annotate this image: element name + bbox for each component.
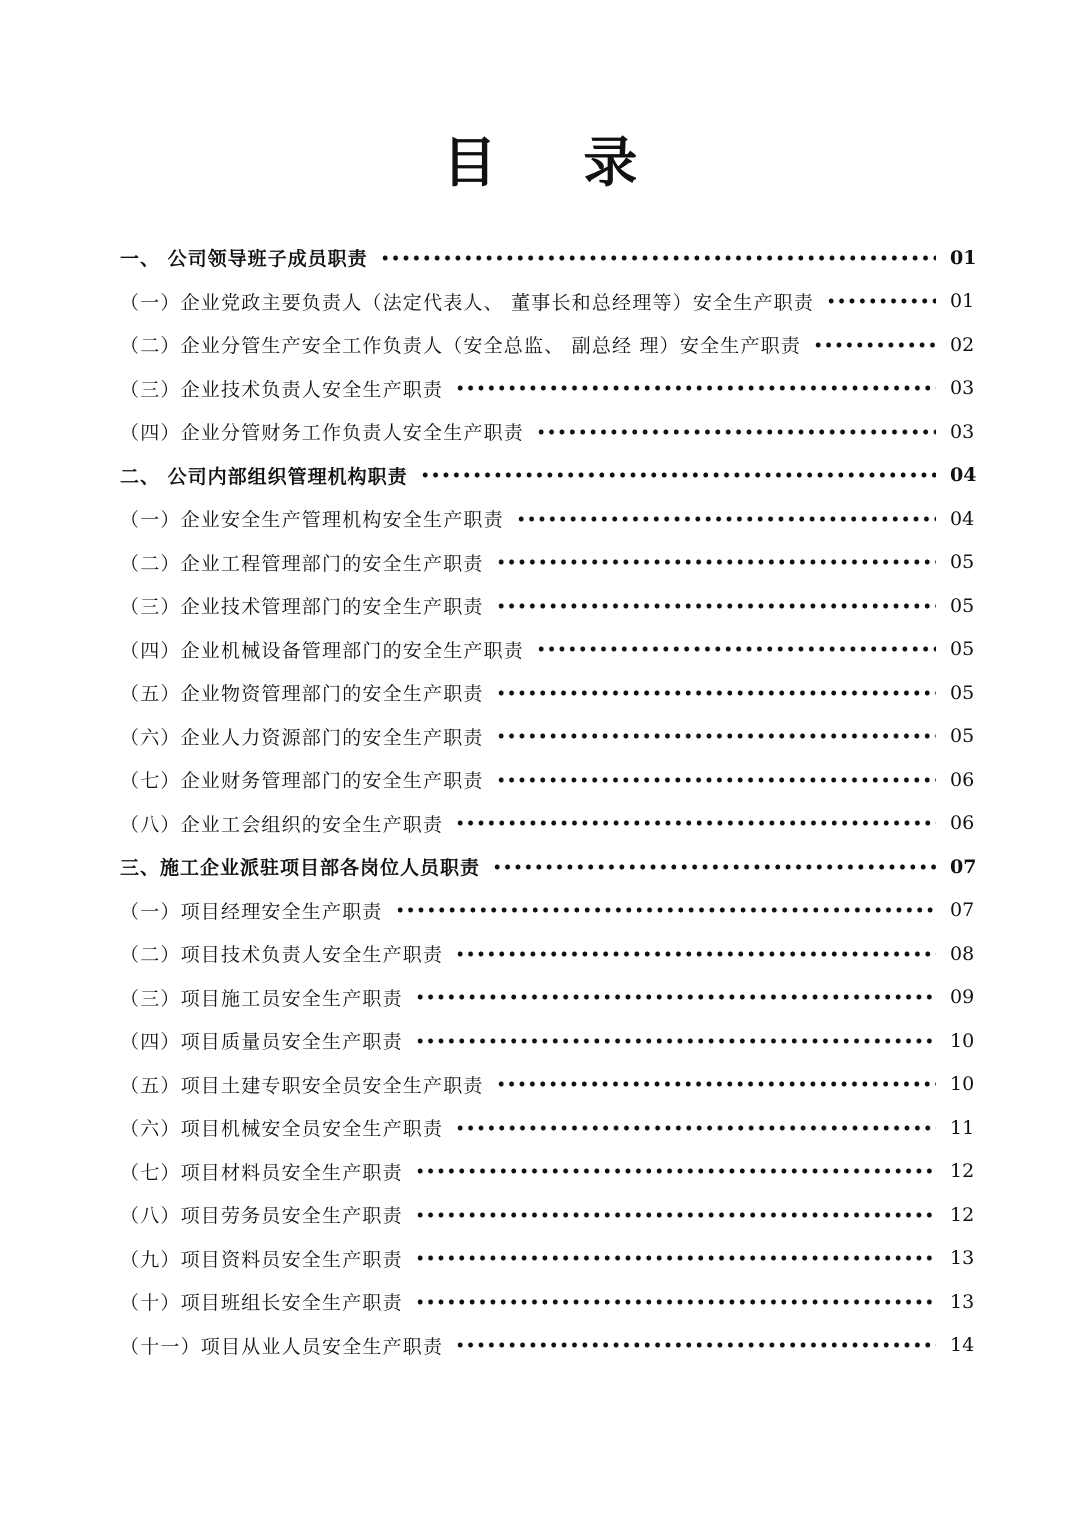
- toc-entry-label: （七）企业财务管理部门的安全生产职责: [120, 770, 484, 793]
- toc-page-number: 05: [950, 594, 975, 617]
- dot-leader: [536, 427, 936, 437]
- dot-leader: [826, 296, 936, 306]
- toc-section-heading[interactable]: [120, 454, 977, 498]
- toc-page-number: 12: [950, 1203, 975, 1226]
- dot-leader: [496, 1079, 936, 1089]
- toc-page-number: 04: [950, 464, 977, 487]
- toc-entry[interactable]: [120, 1150, 975, 1194]
- dot-leader: [415, 992, 936, 1002]
- toc-page-number: 11: [950, 1116, 975, 1139]
- toc-entry-label: （一）企业党政主要负责人（法定代表人、 董事长和总经理等）安全生产职责: [120, 291, 815, 314]
- dot-leader: [496, 775, 936, 785]
- toc-entry-label: 二、 公司内部组织管理机构职责: [120, 465, 408, 488]
- toc-entry-label: （四）企业机械设备管理部门的安全生产职责: [120, 639, 525, 662]
- toc-page-number: 05: [950, 551, 975, 574]
- toc-page-number: 05: [950, 681, 975, 704]
- toc-entry-label: 三、施工企业派驻项目部各岗位人员职责: [120, 857, 481, 880]
- toc-entry-label: （二）企业分管生产安全工作负责人（安全总监、 副总经 理）安全生产职责: [120, 335, 802, 358]
- toc-page-number: 13: [950, 1247, 975, 1270]
- toc-entry-label: （三）企业技术管理部门的安全生产职责: [120, 596, 484, 619]
- toc-entry-label: （二）项目技术负责人安全生产职责: [120, 944, 444, 967]
- toc-entry[interactable]: [120, 758, 975, 802]
- dot-leader: [492, 862, 936, 872]
- dot-leader: [516, 514, 936, 524]
- toc-entry-label: （四）项目质量员安全生产职责: [120, 1031, 403, 1054]
- toc-entry[interactable]: [120, 280, 975, 324]
- toc-entry-label: （二）企业工程管理部门的安全生产职责: [120, 552, 484, 575]
- toc-page-number: 10: [950, 1073, 975, 1096]
- toc-page-number: 04: [950, 507, 975, 530]
- dot-leader: [380, 253, 936, 263]
- toc-page-number: 01: [950, 246, 977, 269]
- toc-entry[interactable]: [120, 1193, 975, 1237]
- dot-leader: [455, 383, 936, 393]
- toc-entry[interactable]: [120, 976, 975, 1020]
- toc-entry[interactable]: [120, 628, 975, 672]
- toc-entry-label: （一）项目经理安全生产职责: [120, 900, 383, 923]
- toc-entry-label: （一）企业安全生产管理机构安全生产职责: [120, 509, 504, 532]
- toc-entry[interactable]: [120, 1063, 975, 1107]
- dot-leader: [455, 1123, 936, 1133]
- toc-page-number: 09: [950, 986, 975, 1009]
- toc-page-number: 13: [950, 1290, 975, 1313]
- toc-section-heading[interactable]: [120, 236, 977, 280]
- toc-entry-label: （三）项目施工员安全生产职责: [120, 987, 403, 1010]
- toc-page-number: 06: [950, 768, 975, 791]
- toc-page-number: 14: [950, 1334, 975, 1357]
- dot-leader: [455, 949, 936, 959]
- toc-entry-label: （十）项目班组长安全生产职责: [120, 1292, 403, 1315]
- toc-entry-label: （三）企业技术负责人安全生产职责: [120, 378, 444, 401]
- dot-leader: [415, 1297, 936, 1307]
- toc-entry[interactable]: [120, 1237, 975, 1281]
- toc-entry[interactable]: [120, 802, 975, 846]
- toc-entry-label: 一、 公司领导班子成员职责: [120, 248, 368, 271]
- toc-entry[interactable]: [120, 323, 975, 367]
- toc-page-number: 06: [950, 812, 975, 835]
- dot-leader: [415, 1166, 936, 1176]
- toc-page-number: 12: [950, 1160, 975, 1183]
- dot-leader: [496, 557, 936, 567]
- toc-entry-label: （八）企业工会组织的安全生产职责: [120, 813, 444, 836]
- toc-entry[interactable]: [120, 410, 975, 454]
- toc-entry[interactable]: [120, 584, 975, 628]
- toc-entry-label: （五）企业物资管理部门的安全生产职责: [120, 683, 484, 706]
- toc-section-heading[interactable]: [120, 845, 977, 889]
- toc-page-number: 02: [950, 333, 975, 356]
- dot-leader: [395, 905, 936, 915]
- toc-page-number: 03: [950, 420, 975, 443]
- toc-entry-label: （四）企业分管财务工作负责人安全生产职责: [120, 422, 525, 445]
- toc-entry-label: （六）企业人力资源部门的安全生产职责: [120, 726, 484, 749]
- dot-leader: [536, 644, 936, 654]
- dot-leader: [496, 731, 936, 741]
- toc-page-number: 01: [950, 290, 975, 313]
- toc-entry[interactable]: [120, 497, 975, 541]
- toc-entry-label: （十一）项目从业人员安全生产职责: [120, 1335, 444, 1358]
- dot-leader: [496, 601, 936, 611]
- toc-entry[interactable]: [120, 671, 975, 715]
- dot-leader: [415, 1253, 936, 1263]
- dot-leader: [496, 688, 936, 698]
- toc-entry[interactable]: [120, 1106, 975, 1150]
- dot-leader: [455, 818, 936, 828]
- toc-page-number: 10: [950, 1029, 975, 1052]
- toc-entry[interactable]: [120, 1019, 975, 1063]
- toc-entry-label: （六）项目机械安全员安全生产职责: [120, 1118, 444, 1141]
- toc-page-number: 07: [950, 899, 975, 922]
- toc-entry-label: （五）项目土建专职安全员安全生产职责: [120, 1074, 484, 1097]
- toc-entry[interactable]: [120, 541, 975, 585]
- dot-leader: [420, 470, 936, 480]
- page-title: 目 录: [442, 130, 672, 194]
- toc-page-number: 07: [950, 855, 977, 878]
- dot-leader: [813, 340, 936, 350]
- table-of-contents: [120, 236, 977, 1367]
- toc-entry[interactable]: [120, 715, 975, 759]
- toc-entry[interactable]: [120, 367, 975, 411]
- toc-entry-label: （九）项目资料员安全生产职责: [120, 1248, 403, 1271]
- toc-entry[interactable]: [120, 1280, 975, 1324]
- toc-entry-label: （八）项目劳务员安全生产职责: [120, 1205, 403, 1228]
- dot-leader: [455, 1340, 936, 1350]
- toc-entry[interactable]: [120, 1324, 975, 1368]
- toc-page-number: 03: [950, 377, 975, 400]
- dot-leader: [415, 1210, 936, 1220]
- toc-page-number: 05: [950, 638, 975, 661]
- toc-page-number: 05: [950, 725, 975, 748]
- toc-entry[interactable]: [120, 932, 975, 976]
- toc-page-number: 08: [950, 942, 975, 965]
- toc-entry-label: （七）项目材料员安全生产职责: [120, 1161, 403, 1184]
- dot-leader: [415, 1036, 936, 1046]
- toc-entry[interactable]: [120, 889, 975, 933]
